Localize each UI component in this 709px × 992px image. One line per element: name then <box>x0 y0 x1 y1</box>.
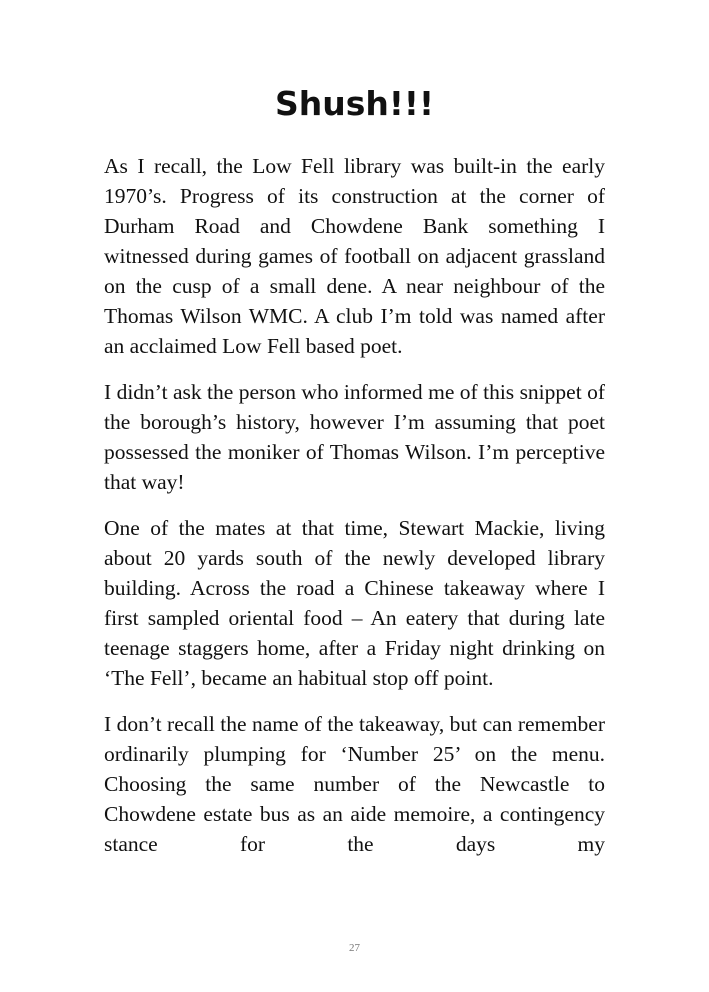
paragraph-1: As I recall, the Low Fell library was built-in the early 1970’s. Progress of its construction at the corner of Durham Road and Chowdene Bank something I witnessed during games of football on adjacent grassland on the cusp of a small dene. A near neighbour of the Thomas Wilson WMC. A club I’m told was named after an acclaimed Low Fell based poet. <box>104 154 605 358</box>
paragraph-3: One of the mates at that time, Stewart Mackie, living about 20 yards south of the newly developed library building. Across the road a Chinese takeaway where I first sampled oriental food – An eatery that during late teenage staggers home, after a Friday night drinking on ‘The Fell’, became an habitual stop off point. <box>104 516 605 690</box>
body-text <box>104 151 605 875</box>
chapter-title: Shush!!! <box>274 84 435 123</box>
paragraph-2: I didn’t ask the person who informed me of this snippet of the borough’s history, however I’m assuming that poet possessed the moniker of Thomas Wilson. I’m perceptive that way! <box>104 380 605 494</box>
page-number: 27 <box>349 942 360 954</box>
paragraph-4: I don’t recall the name of the takeaway, but can remember ordinarily plumping for ‘Number 25’ on the menu. Choosing the same number of the Newcastle to Chowdene estate bus as an aide memoire, a contingency stance for the days my <box>104 712 605 856</box>
